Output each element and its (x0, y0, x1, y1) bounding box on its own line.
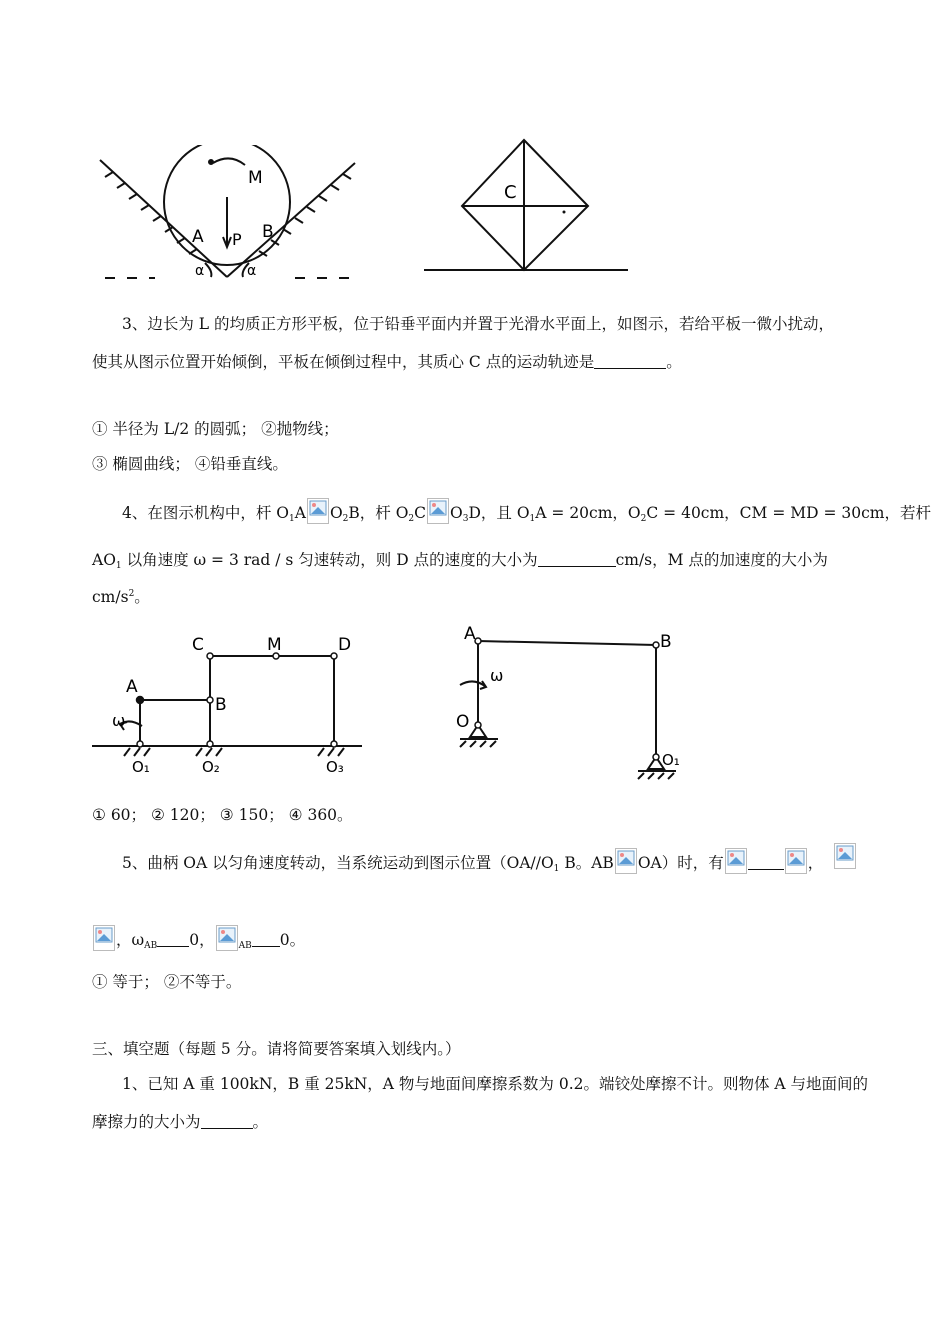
label-alpha-left: α (195, 263, 205, 279)
s3-q1-line1: 1、已知 A 重 100kN，B 重 25kN，A 物与地面间摩擦系数为 0.2。端铰处摩擦不计。则物体 A 与地面间的 (122, 1075, 869, 1093)
s3-q1-line2: 摩擦力的大小为 。 (92, 1113, 269, 1131)
broken-image-icon (785, 848, 807, 874)
broken-image-icon (725, 848, 747, 874)
broken-image-icon (93, 925, 115, 951)
label-A: A (464, 625, 476, 644)
label-A: A (192, 227, 204, 247)
label-O3: O₃ (326, 758, 344, 776)
label-omega: ω (490, 666, 504, 685)
label-omega: ω (112, 711, 126, 730)
label-M: M (248, 168, 263, 188)
q3-line2: 使其从图示位置开始倾倒，平板在倾倒过程中，其质心 C 点的运动轨迹是 。 (92, 353, 682, 371)
label-O1: O₁ (132, 758, 150, 776)
q3-options-1: ① 半径为 L/2 的圆弧； ②抛物线； (92, 420, 339, 438)
q5-answer-blank-3[interactable] (252, 946, 280, 947)
label-O1: O₁ (662, 751, 680, 769)
q4-line2: $AO_1$ 以角速度 ω = 3 rad / s 匀速转动，则 D 点的速度的大小为 cm/s，M 点的加速度的大小为 (92, 551, 828, 571)
label-O2: O₂ (202, 758, 220, 776)
broken-image-icon (427, 498, 449, 524)
q5-image-right (833, 843, 857, 869)
q5-line2: ，$\omega_{AB}$ 0， $_{AB}$ 0。 (92, 925, 305, 951)
label-B: B (262, 222, 274, 242)
q4-options: ① 60； ② 120； ③ 150； ④ 360。 (92, 806, 353, 824)
section3-heading: 三、填空题（每题 5 分。请将简要答案填入划线内。） (92, 1040, 461, 1058)
broken-image-icon (615, 848, 637, 874)
broken-image-icon (216, 925, 238, 951)
label-C: C (192, 635, 204, 655)
s3-q1-answer-blank[interactable] (201, 1128, 253, 1129)
q4-line3: $cm/s^2$。 (92, 588, 150, 606)
label-alpha-right: α (247, 263, 257, 279)
figure-circle-in-groove (95, 145, 365, 290)
label-B: B (660, 632, 672, 652)
figure-crank-ab (448, 625, 688, 785)
q5-line1: 5、曲柄 OA 以匀角速度转动，当系统运动到图示位置（$OA//O_1$ B。AB OA）时，有 ， (122, 848, 823, 874)
label-P: P (232, 230, 242, 249)
label-M: M (267, 635, 282, 655)
q5-answer-blank-1[interactable] (748, 869, 784, 870)
figure-mechanism-cd (90, 630, 375, 780)
label-B: B (215, 695, 227, 715)
q5-options: ① 等于； ②不等于。 (92, 973, 242, 991)
label-A: A (126, 677, 138, 697)
q4-answer-blank-1[interactable] (538, 566, 616, 567)
broken-image-icon (834, 843, 856, 869)
q3-options-2: ③ 椭圆曲线； ④铅垂直线。 (92, 455, 288, 473)
q3-answer-blank[interactable] (594, 368, 666, 369)
q4-line1: 4、在图示机构中，杆 $O_1A$ $O_2B$，杆 $O_2C$ $O_3D$，且 $O_1A = 20cm$，$O_2C = 40cm$，CM = MD = 30cm，若杆 (122, 498, 931, 524)
label-O: O (456, 712, 470, 732)
broken-image-icon (307, 498, 329, 524)
q3-line1: 3、边长为 L 的均质正方形平板，位于铅垂平面内并置于光滑水平面上，如图示，若给平板一微小扰动， (122, 315, 835, 333)
q5-answer-blank-2[interactable] (157, 946, 189, 947)
figure-square-plate (420, 132, 635, 277)
label-D: D (338, 635, 352, 655)
label-C: C (504, 182, 517, 203)
